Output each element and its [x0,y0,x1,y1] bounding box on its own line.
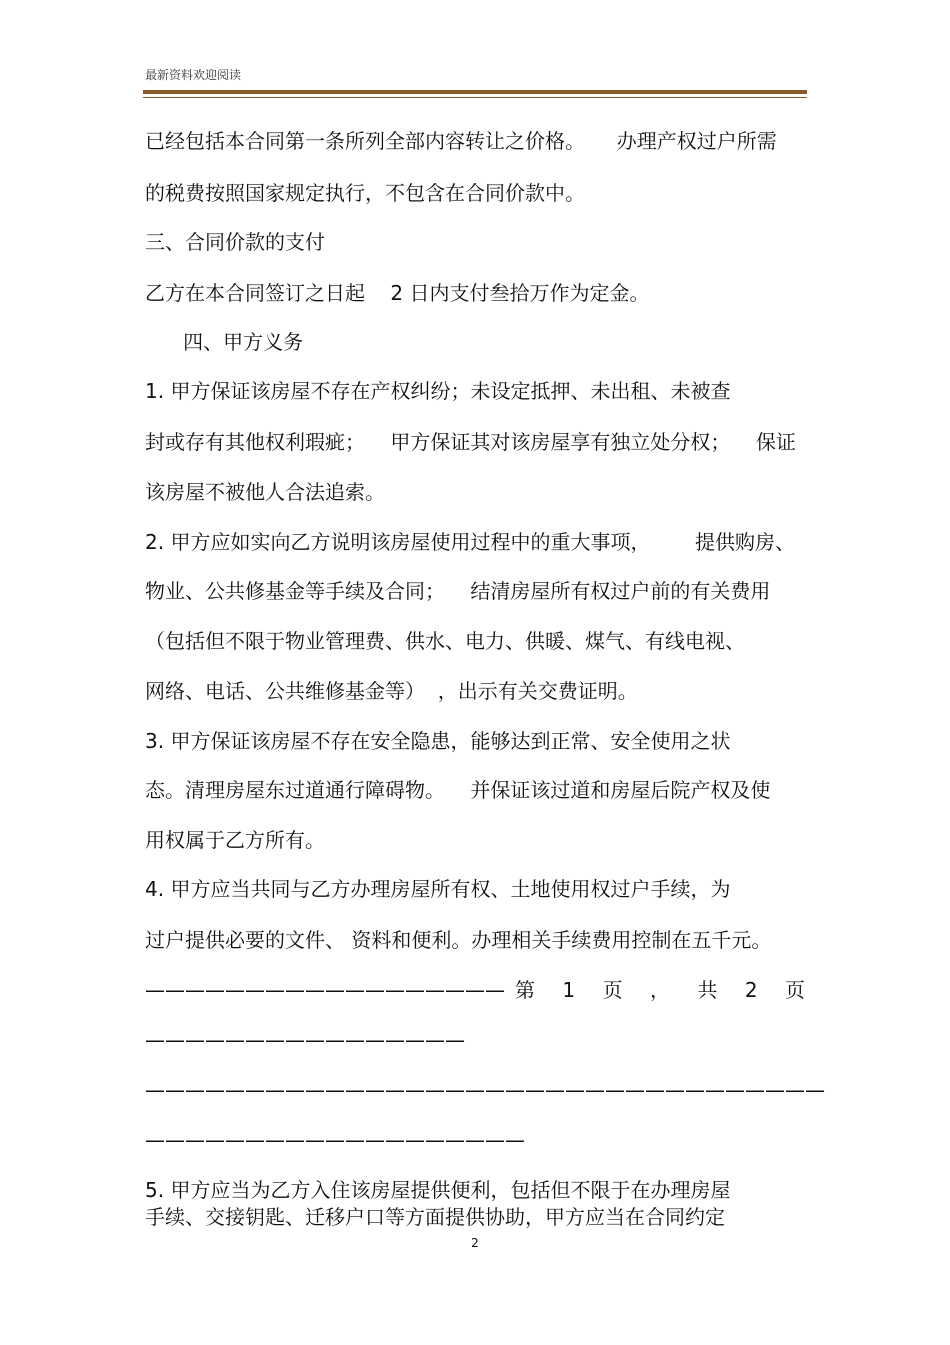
page-info-current: 1 [562,978,576,1002]
page-info-ye: 页 [785,978,805,1002]
body-line: 4. 甲方应当共同与乙方办理房屋所有权、土地使用权过户手续，为 [145,877,731,901]
dash-separator: ——————————————————— [145,1128,525,1152]
running-header: 最新资料欢迎阅读 [145,68,242,82]
page-number: 2 [471,1236,479,1250]
page-info [515,977,805,1003]
body-line: 态。清理房屋东过道通行障碍物。 并保证该过道和房屋后院产权及使 [145,778,771,802]
body-line: （包括但不限于物业管理费、供水、电力、供暖、煤气、有线电视、 [145,629,745,653]
body-line: 的税费按照国家规定执行，不包含在合同价款中。 [145,181,585,205]
page-info-di: 第 [515,978,535,1002]
dash-separator: —————————————————————————————————— [145,1078,825,1102]
body-line: 用权属于乙方所有。 [145,828,325,852]
page-info-comma: ， [650,978,670,1002]
page-info-total: 2 [744,978,758,1002]
page-info-ye: 页 [602,978,623,1002]
clipped-line [145,1205,805,1230]
page-info-gong: 共 [697,978,718,1002]
body-line: 物业、公共修基金等手续及合同； 结清房屋所有权过户前的有关费用 [145,579,771,603]
body-line: 过户提供必要的文件、 资料和便利。办理相关手续费用控制在五千元。 [145,928,772,952]
clipped-line-text: 手续、交接钥匙、迁移户口等方面提供协助，甲方应当在合同约定 [145,1205,725,1229]
body-line: 3. 甲方保证该房屋不存在安全隐患，能够达到正常、安全使用之状 [145,729,731,753]
body-line: 5. 甲方应当为乙方入住该房屋提供便利，包括但不限于在办理房屋 [145,1178,731,1202]
dash-separator: ———————————————— [145,1028,465,1052]
body-line: 已经包括本合同第一条所列全部内容转让之价格。 办理产权过户所需 [145,129,777,153]
body-line: 乙方在本合同签订之日起 2 日内支付叁拾万作为定金。 [145,281,650,305]
header-rule-thin [143,97,807,98]
body-line: 封或存有其他权利瑕疵； 甲方保证其对该房屋享有独立处分权； 保证 [145,430,796,454]
section-heading: 四、甲方义务 [145,330,304,354]
body-line: 该房屋不被他人合法追索。 [145,480,385,504]
body-line: 1. 甲方保证该房屋不存在产权纠纷；未设定抵押、未出租、未被查 [145,379,731,403]
section-heading: 三、合同价款的支付 [145,230,325,254]
body-line: 2. 甲方应如实向乙方说明该房屋使用过程中的重大事项， 提供购房、 [145,530,795,554]
page-indicator-line [145,977,805,1003]
dash-separator: —————————————————— [145,978,505,1002]
header-rule-thick [143,90,807,94]
body-line: 网络、电话、公共维修基金等） ，出示有关交费证明。 [145,679,638,703]
